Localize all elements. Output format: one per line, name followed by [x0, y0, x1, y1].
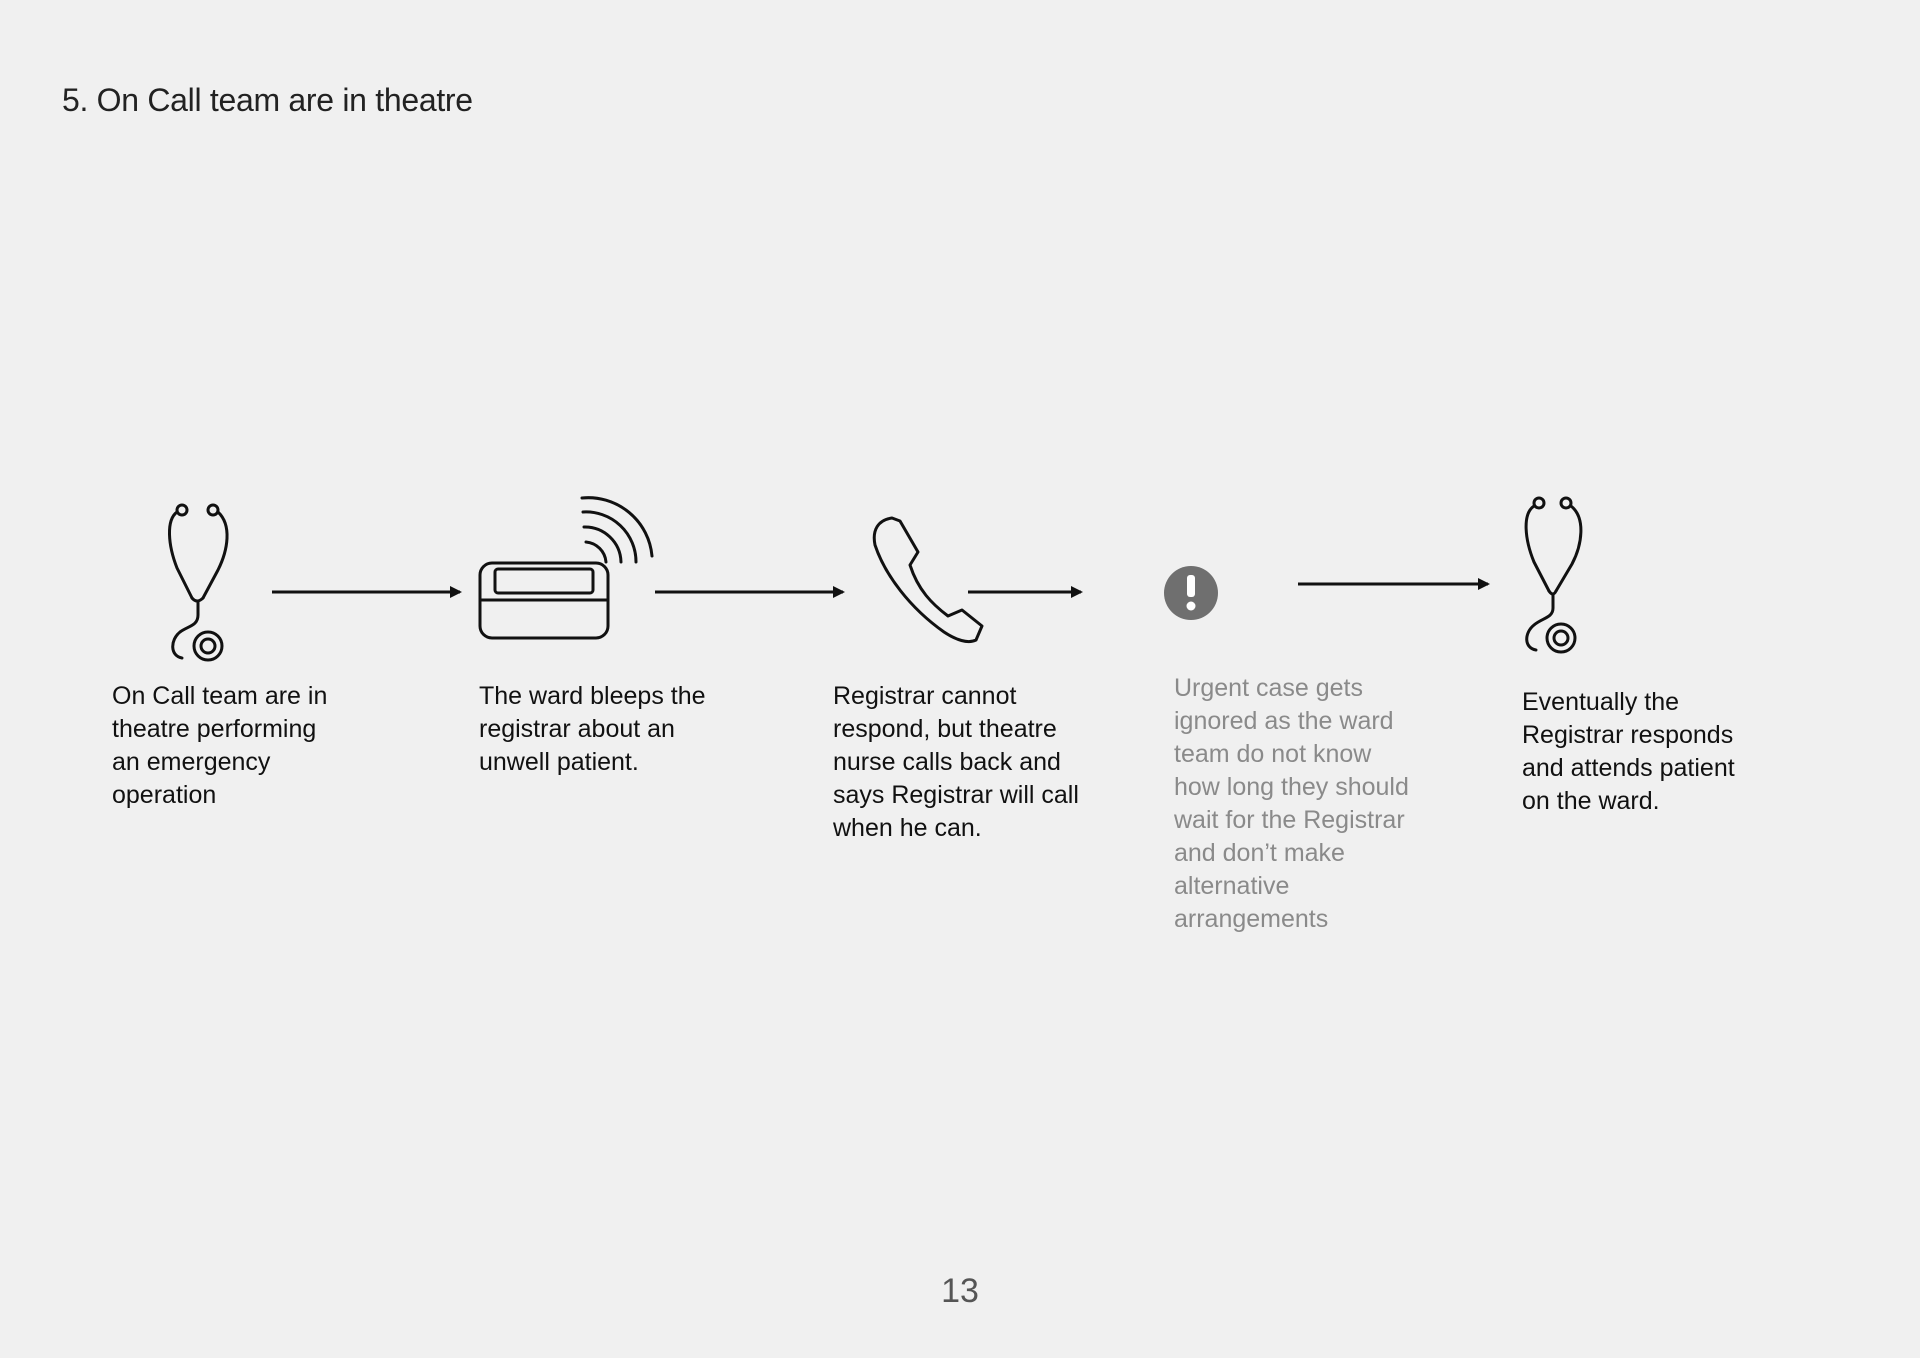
page-number: 13 [941, 1272, 979, 1310]
step-caption: On Call team are in theatre performing an emergency operation [112, 682, 328, 809]
pager-icon [480, 498, 652, 638]
stethoscope-icon [169, 505, 227, 660]
alert-icon [1164, 566, 1218, 620]
stethoscope-icon [1526, 498, 1581, 652]
step-caption: Eventually the Registrar responds and attends patient on the ward. [1522, 688, 1735, 815]
phone-icon [874, 518, 982, 642]
step-caption: The ward bleeps the registrar about an unwell patient. [479, 682, 706, 776]
page-title: 5. On Call team are in theatre [62, 82, 473, 118]
step-caption: Registrar cannot respond, but theatre nurse calls back and says Registrar will call when he can. [833, 682, 1079, 842]
step-caption: Urgent case gets ignored as the ward team do not know how long they should wait for the Registrar and don’t make alternative arrangements [1174, 674, 1409, 933]
